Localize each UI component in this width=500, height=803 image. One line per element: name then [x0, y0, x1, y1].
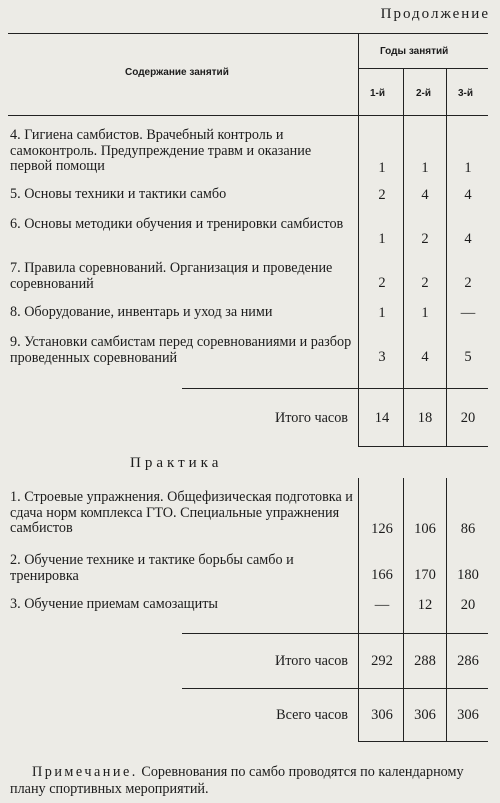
theory-row-text: 5. Основы техники и тактики самбо	[10, 186, 227, 202]
theory-row-value: 1	[378, 305, 386, 321]
practice-row-text: 3. Обучение приемам самозащиты	[10, 596, 218, 612]
practice-section-title: Практика	[130, 455, 223, 471]
year-2-header: 2-й	[416, 88, 432, 99]
grand-total-value: 306	[414, 707, 436, 723]
theory-total-divider-1	[358, 388, 359, 446]
theory-row-value: 5	[464, 349, 472, 365]
content-column-header: Содержание занятий	[125, 67, 229, 78]
theory-row-value: —	[460, 305, 476, 321]
practice-row-value: 126	[371, 521, 393, 537]
footnote-text: Соревнования по самбо проводятся по календарному плану спортивных мероприятий.	[10, 764, 464, 797]
grand-total-value: 306	[371, 707, 393, 723]
theory-total-value: 18	[417, 410, 433, 426]
continuation-label: Продолжение	[380, 6, 490, 22]
theory-row-value: 1	[464, 160, 472, 176]
practice-total-value: 286	[457, 653, 479, 669]
practice-row-text: 1. Строевые упражнения. Общефизическая подготовка и сдача норм комплекса ГТО. Специальные упражнения самбистов	[10, 489, 353, 536]
theory-total-divider-3	[446, 388, 447, 446]
practice-row-value: 86	[460, 521, 476, 537]
practice-row-value: 180	[457, 567, 479, 583]
theory-total-value: 14	[374, 410, 390, 426]
theory-row-text: 6. Основы методики обучения и тренировки самбистов	[10, 216, 344, 232]
totals-divider-3	[446, 633, 447, 741]
practice-total-value: 288	[414, 653, 436, 669]
years-header-rule	[358, 68, 488, 69]
grand-total-bottom-rule	[358, 741, 488, 742]
theory-row-text: 9. Установки самбистам перед соревнованиями и разбор проведенных соревнований	[10, 334, 352, 366]
col-divider-3	[446, 68, 447, 388]
table-top-rule	[8, 33, 488, 34]
year-3-header: 3-й	[458, 88, 474, 99]
practice-row-value: 106	[414, 521, 436, 537]
theory-total-value: 20	[460, 410, 476, 426]
practice-row-value: 12	[417, 597, 433, 613]
footnote	[10, 764, 490, 798]
theory-row-value: 3	[378, 349, 386, 365]
theory-row-text: 4. Гигиена самбистов. Врачебный контроль и самоконтроль. Предупреждение травм и оказание первой помощи	[10, 127, 312, 174]
theory-row-value: 2	[421, 275, 429, 291]
header-bottom-rule	[8, 115, 488, 116]
theory-row-value: 4	[464, 187, 472, 203]
theory-row-value: 2	[378, 187, 386, 203]
theory-row-value: 1	[378, 231, 386, 247]
theory-row-text: 8. Оборудование, инвентарь и уход за ними	[10, 304, 273, 320]
grand-total-label: Всего часов	[276, 707, 348, 723]
practice-total-value: 292	[371, 653, 393, 669]
theory-total-bottom-rule	[358, 446, 488, 447]
practice-col-divider-3	[446, 478, 447, 633]
theory-row-value: 4	[421, 187, 429, 203]
theory-row-value: 4	[421, 349, 429, 365]
practice-total-top-rule	[182, 633, 488, 634]
totals-divider-2	[403, 633, 404, 741]
practice-row-value: 166	[371, 567, 393, 583]
years-column-header: Годы занятий	[380, 46, 449, 57]
practice-row-value: —	[374, 597, 390, 613]
theory-row-value: 2	[464, 275, 472, 291]
theory-row-value: 1	[421, 305, 429, 321]
practice-row-value: 170	[414, 567, 436, 583]
theory-total-label: Итого часов	[275, 410, 348, 426]
col-divider-2	[403, 68, 404, 388]
practice-row-value: 20	[460, 597, 476, 613]
totals-divider-1	[358, 633, 359, 741]
theory-row-value: 2	[421, 231, 429, 247]
practice-total-label: Итого часов	[275, 653, 348, 669]
theory-row-value: 1	[378, 160, 386, 176]
theory-row-value: 2	[378, 275, 386, 291]
practice-row-text: 2. Обучение технике и тактике борьбы самбо и тренировка	[10, 552, 294, 584]
practice-col-divider-1	[358, 478, 359, 633]
practice-col-divider-2	[403, 478, 404, 633]
col-divider-1	[358, 33, 359, 388]
footnote-title: Примечание.	[32, 764, 138, 780]
theory-row-text: 7. Правила соревнований. Организация и проведение соревнований	[10, 260, 333, 292]
theory-total-divider-2	[403, 388, 404, 446]
year-1-header: 1-й	[370, 88, 386, 99]
theory-total-top-rule	[182, 388, 488, 389]
theory-row-value: 4	[464, 231, 472, 247]
grand-total-top-rule	[182, 688, 488, 689]
theory-row-value: 1	[421, 160, 429, 176]
grand-total-value: 306	[457, 707, 479, 723]
